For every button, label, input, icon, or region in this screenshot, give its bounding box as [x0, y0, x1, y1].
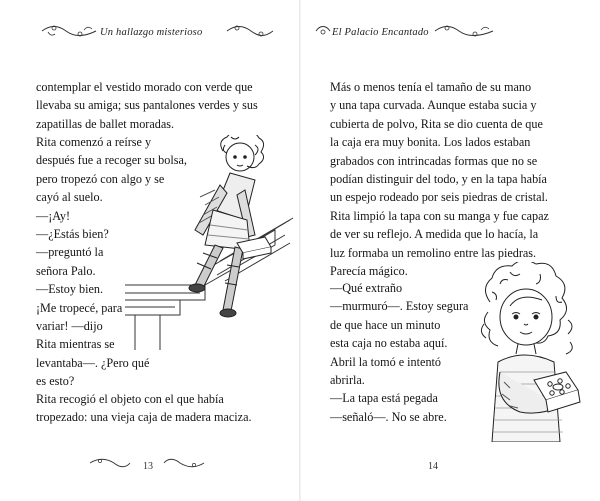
footer-ornament-left-icon [88, 456, 132, 470]
text-line: es esto? [36, 374, 75, 389]
text-line: tropezado: una vieja caja de madera maciza. [36, 410, 252, 425]
text-line: de que hace un minuto [330, 317, 441, 332]
text-line: podían distinguir del todo, y en la tapa había [330, 172, 547, 187]
text-line: señora Palo. [36, 263, 96, 278]
footer-ornament-right-icon [162, 456, 206, 470]
text-line: Abril la tomó e intentó [330, 354, 442, 369]
right-page [300, 0, 600, 501]
running-head-right: El Palacio Encantado [332, 27, 429, 38]
text-line: la caja era muy bonita. Los lados estaban [330, 135, 531, 150]
text-line: ¡Me tropecé, para [36, 300, 123, 315]
header-ornament-left-icon [314, 22, 332, 40]
text-line: Rita comenzó a reírse y [36, 135, 152, 149]
right-text-top [330, 78, 549, 280]
text-line: pero tropezó con algo y se [36, 171, 165, 186]
text-line: Rita limpió la tapa con su manga y fue capaz [330, 208, 549, 223]
running-head-left: Un hallazgo misterioso [100, 27, 203, 38]
header-ornament-right-icon [433, 22, 495, 40]
left-text-bottom [36, 390, 252, 427]
text-line: Rita mientras se [36, 337, 115, 352]
text-line: abrirla. [330, 373, 365, 388]
text-line: Rita recogió el objeto con el que había [36, 392, 224, 406]
text-line: —¡Ay! [36, 208, 71, 223]
text-line: —Qué extraño [330, 281, 403, 295]
text-line: de ver su reflejo. A medida que lo hacía, la [330, 227, 539, 242]
text-line: grabados con intrincadas formas que no se [330, 153, 538, 168]
text-line: zapatillas de ballet moradas. [36, 116, 175, 131]
text-line: Más o menos tenía el tamaño de su mano [330, 80, 532, 94]
text-line: cayó al suelo. [36, 190, 103, 205]
text-line: Parecía mágico. [330, 264, 408, 279]
left-text-top [36, 78, 258, 133]
header-ornament-left-icon [40, 22, 98, 40]
text-line: —preguntó la [36, 245, 104, 260]
text-line: después fue a recoger su bolsa, [36, 153, 187, 168]
text-line: —¿Estás bien? [36, 227, 109, 242]
text-line: y una tapa curvada. Aunque estaba sucia y [330, 98, 537, 113]
text-line: —murmuró—. Estoy segura [330, 299, 469, 314]
page-number-right: 14 [428, 461, 438, 472]
text-line: llevaba su amiga; sus pantalones verdes y sus [36, 98, 258, 113]
text-line: luz formaba un remolino entre las piedras. [330, 245, 537, 260]
text-line: —La tapa está pegada [330, 391, 438, 406]
right-text-wrap [330, 279, 468, 426]
text-line: levantaba—. ¿Pero qué [36, 355, 150, 370]
text-line: variar! —dijo [36, 319, 103, 334]
header-ornament-right-icon [225, 22, 275, 40]
text-line: esta caja no estaba aquí. [330, 336, 448, 351]
girl-tripping-illustration [125, 135, 295, 359]
text-line: un espejo rodeado por seis piedras de cristal. [330, 190, 548, 205]
girl-holding-box-illustration [470, 262, 595, 446]
text-line: —Estoy bien. [36, 282, 104, 297]
page-number-left: 13 [143, 461, 153, 472]
text-line: —señaló—. No se abre. [330, 409, 447, 424]
text-line: contemplar el vestido morado con verde que [36, 80, 253, 94]
text-line: cubierta de polvo, Rita se dio cuenta de que [330, 116, 543, 131]
